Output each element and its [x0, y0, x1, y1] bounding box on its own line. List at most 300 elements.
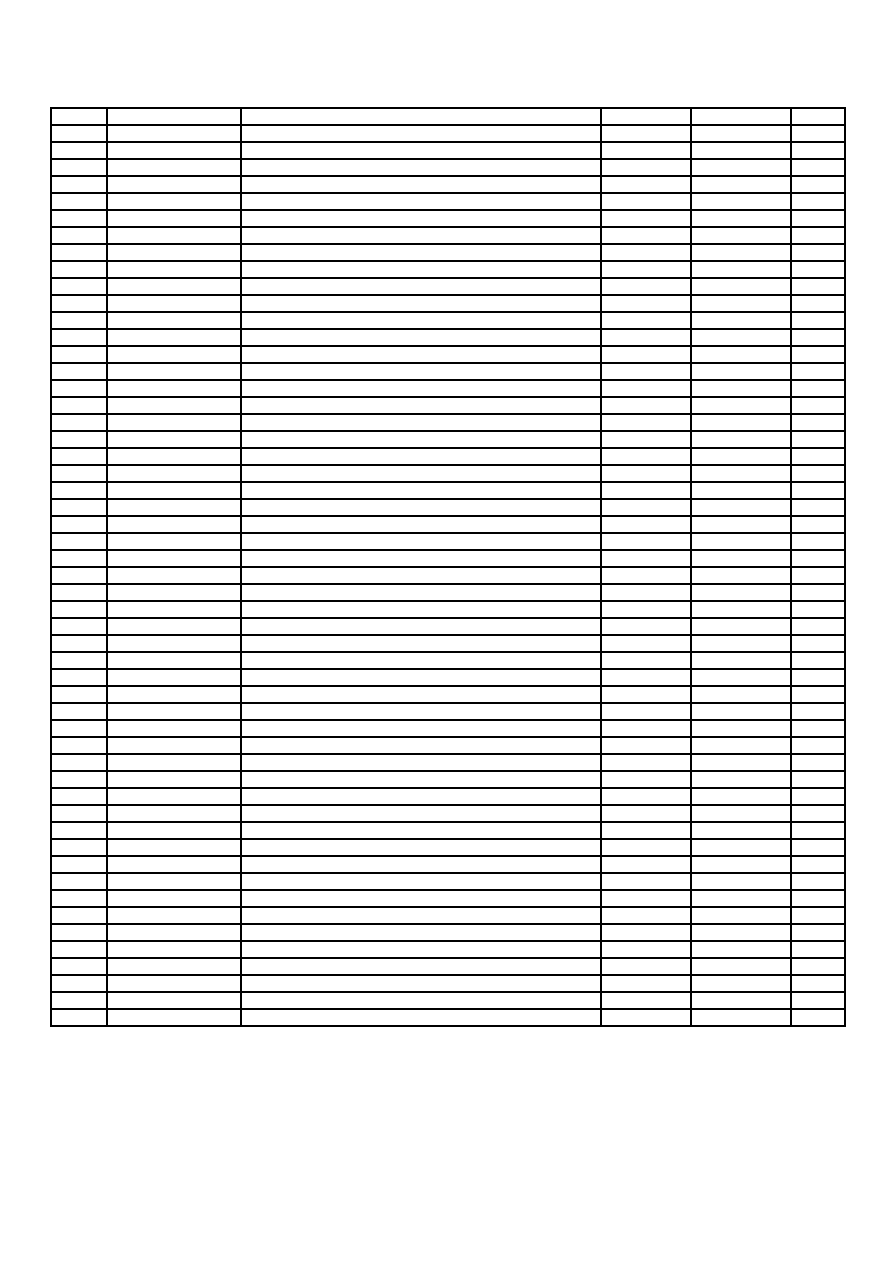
table-cell: [791, 618, 845, 635]
table-cell: [51, 822, 107, 839]
table-cell: [107, 329, 241, 346]
table-cell: [601, 924, 691, 941]
table-row: [51, 346, 845, 363]
table-cell: [241, 805, 601, 822]
table-row: [51, 261, 845, 278]
table-cell: [691, 686, 791, 703]
table-cell: [51, 346, 107, 363]
table-cell: [107, 958, 241, 975]
table-cell: [691, 499, 791, 516]
table-cell: [601, 210, 691, 227]
table-cell: [51, 499, 107, 516]
table-cell: [241, 329, 601, 346]
table-cell: [601, 414, 691, 431]
table-cell: [241, 142, 601, 159]
table-cell: [691, 176, 791, 193]
table-cell: [601, 193, 691, 210]
table-cell: [51, 414, 107, 431]
table-row: [51, 550, 845, 567]
table-cell: [241, 516, 601, 533]
table-cell: [691, 737, 791, 754]
table-row: [51, 839, 845, 856]
table-cell: [691, 907, 791, 924]
table-row: [51, 873, 845, 890]
table-cell: [791, 227, 845, 244]
table-cell: [691, 550, 791, 567]
table-cell: [601, 822, 691, 839]
table-cell: [241, 1009, 601, 1026]
table-cell: [241, 176, 601, 193]
table-cell: [241, 686, 601, 703]
table-cell: [691, 516, 791, 533]
table-cell: [107, 363, 241, 380]
table-cell: [241, 924, 601, 941]
table-cell: [691, 618, 791, 635]
table-cell: [791, 176, 845, 193]
table-cell: [601, 227, 691, 244]
table-cell: [791, 193, 845, 210]
table-row: [51, 329, 845, 346]
table-cell: [107, 176, 241, 193]
table-cell: [241, 907, 601, 924]
table-cell: [241, 227, 601, 244]
table-cell: [241, 669, 601, 686]
table-cell: [51, 652, 107, 669]
table-cell: [241, 159, 601, 176]
table-cell: [791, 125, 845, 142]
table-cell: [241, 414, 601, 431]
table-cell: [791, 567, 845, 584]
table-cell: [791, 414, 845, 431]
table-cell: [791, 448, 845, 465]
table-cell: [51, 312, 107, 329]
table-cell: [791, 210, 845, 227]
table-row: [51, 992, 845, 1009]
table-cell: [601, 397, 691, 414]
table-cell: [691, 193, 791, 210]
table-cell: [241, 380, 601, 397]
table-cell: [791, 635, 845, 652]
table-cell: [691, 295, 791, 312]
table-cell: [691, 669, 791, 686]
table-cell: [51, 856, 107, 873]
table-cell: [691, 125, 791, 142]
table-cell: [51, 635, 107, 652]
table-row: [51, 737, 845, 754]
table-cell: [107, 346, 241, 363]
table-cell: [791, 278, 845, 295]
table-cell: [107, 159, 241, 176]
table-cell: [791, 142, 845, 159]
table-row: [51, 142, 845, 159]
table-cell: [241, 584, 601, 601]
table-cell: [107, 380, 241, 397]
table-cell: [51, 737, 107, 754]
table-cell: [107, 448, 241, 465]
table-row: [51, 227, 845, 244]
table-cell: [691, 1009, 791, 1026]
table-cell: [51, 975, 107, 992]
table-cell: [107, 992, 241, 1009]
table-cell: [791, 873, 845, 890]
table-cell: [691, 788, 791, 805]
table-cell: [51, 907, 107, 924]
blank-grid-form: [50, 107, 844, 1027]
table-row: [51, 533, 845, 550]
table-cell: [241, 992, 601, 1009]
table-cell: [51, 380, 107, 397]
table-cell: [601, 125, 691, 142]
table-cell: [241, 482, 601, 499]
table-cell: [241, 703, 601, 720]
table-cell: [241, 397, 601, 414]
table-cell: [241, 278, 601, 295]
table-cell: [601, 448, 691, 465]
table-cell: [791, 924, 845, 941]
table-cell: [241, 788, 601, 805]
table-cell: [691, 771, 791, 788]
table-cell: [51, 839, 107, 856]
table-cell: [51, 329, 107, 346]
table-cell: [51, 244, 107, 261]
table-cell: [691, 856, 791, 873]
table-cell: [107, 805, 241, 822]
table-cell: [241, 363, 601, 380]
table-cell: [51, 941, 107, 958]
table-row: [51, 805, 845, 822]
table-cell: [51, 958, 107, 975]
table-cell: [791, 550, 845, 567]
table-cell: [241, 295, 601, 312]
table-cell: [601, 771, 691, 788]
table-cell: [601, 601, 691, 618]
table-cell: [107, 227, 241, 244]
table-cell: [241, 839, 601, 856]
table-row: [51, 210, 845, 227]
table-cell: [51, 363, 107, 380]
table-cell: [601, 533, 691, 550]
table-cell: [601, 873, 691, 890]
table-cell: [107, 822, 241, 839]
table-cell: [791, 108, 845, 125]
table-cell: [51, 533, 107, 550]
table-cell: [241, 720, 601, 737]
table-cell: [691, 346, 791, 363]
table-cell: [601, 1009, 691, 1026]
table-cell: [791, 788, 845, 805]
table-cell: [51, 924, 107, 941]
table-cell: [601, 890, 691, 907]
table-cell: [51, 788, 107, 805]
table-cell: [107, 618, 241, 635]
table-row: [51, 176, 845, 193]
table-cell: [691, 210, 791, 227]
table-row: [51, 601, 845, 618]
table-cell: [241, 465, 601, 482]
table-cell: [601, 686, 691, 703]
table-row: [51, 499, 845, 516]
table-cell: [51, 703, 107, 720]
table-cell: [791, 380, 845, 397]
table-row: [51, 465, 845, 482]
table-cell: [241, 533, 601, 550]
table-cell: [691, 363, 791, 380]
table-cell: [791, 295, 845, 312]
table-cell: [791, 499, 845, 516]
table-cell: [51, 193, 107, 210]
table-cell: [241, 210, 601, 227]
table-cell: [241, 244, 601, 261]
table-cell: [691, 567, 791, 584]
table-cell: [107, 873, 241, 890]
blank-grid-table: [50, 107, 846, 1027]
table-row: [51, 686, 845, 703]
table-row: [51, 635, 845, 652]
table-cell: [601, 346, 691, 363]
table-row: [51, 193, 845, 210]
table-cell: [601, 584, 691, 601]
table-cell: [107, 108, 241, 125]
table-row: [51, 652, 845, 669]
table-cell: [791, 482, 845, 499]
table-cell: [241, 822, 601, 839]
table-cell: [601, 720, 691, 737]
table-cell: [691, 482, 791, 499]
table-cell: [791, 244, 845, 261]
table-cell: [601, 278, 691, 295]
table-cell: [691, 533, 791, 550]
table-cell: [691, 992, 791, 1009]
table-cell: [51, 669, 107, 686]
table-row: [51, 618, 845, 635]
table-row: [51, 414, 845, 431]
table-row: [51, 924, 845, 941]
table-cell: [791, 465, 845, 482]
table-cell: [241, 958, 601, 975]
table-row: [51, 312, 845, 329]
table-cell: [107, 550, 241, 567]
table-row: [51, 397, 845, 414]
table-cell: [107, 499, 241, 516]
table-cell: [691, 754, 791, 771]
table-cell: [691, 924, 791, 941]
table-cell: [51, 550, 107, 567]
table-cell: [241, 754, 601, 771]
table-cell: [791, 737, 845, 754]
table-cell: [791, 839, 845, 856]
table-cell: [51, 754, 107, 771]
table-cell: [107, 669, 241, 686]
table-cell: [107, 890, 241, 907]
table-cell: [791, 363, 845, 380]
table-cell: [601, 618, 691, 635]
table-cell: [107, 601, 241, 618]
table-cell: [107, 1009, 241, 1026]
table-cell: [601, 176, 691, 193]
table-cell: [691, 261, 791, 278]
table-cell: [51, 397, 107, 414]
table-cell: [791, 720, 845, 737]
table-cell: [107, 465, 241, 482]
table-cell: [691, 703, 791, 720]
table-cell: [107, 210, 241, 227]
table-cell: [601, 244, 691, 261]
table-row: [51, 516, 845, 533]
table-cell: [51, 516, 107, 533]
table-cell: [791, 771, 845, 788]
table-cell: [691, 635, 791, 652]
table-cell: [241, 193, 601, 210]
table-cell: [241, 890, 601, 907]
table-row: [51, 363, 845, 380]
table-cell: [601, 958, 691, 975]
table-cell: [691, 397, 791, 414]
table-cell: [107, 414, 241, 431]
table-cell: [107, 244, 241, 261]
table-cell: [791, 754, 845, 771]
table-cell: [691, 159, 791, 176]
table-cell: [107, 584, 241, 601]
table-cell: [601, 516, 691, 533]
table-cell: [691, 958, 791, 975]
table-cell: [791, 261, 845, 278]
table-row: [51, 890, 845, 907]
table-row: [51, 975, 845, 992]
table-cell: [107, 975, 241, 992]
table-cell: [691, 975, 791, 992]
table-cell: [791, 890, 845, 907]
table-cell: [51, 686, 107, 703]
table-cell: [241, 567, 601, 584]
table-cell: [51, 448, 107, 465]
table-cell: [107, 261, 241, 278]
table-cell: [107, 533, 241, 550]
table-cell: [791, 159, 845, 176]
table-cell: [601, 992, 691, 1009]
table-row: [51, 958, 845, 975]
table-cell: [51, 482, 107, 499]
table-row: [51, 720, 845, 737]
table-cell: [51, 890, 107, 907]
table-cell: [51, 873, 107, 890]
table-row: [51, 907, 845, 924]
table-cell: [791, 992, 845, 1009]
table-cell: [691, 822, 791, 839]
table-cell: [107, 754, 241, 771]
table-cell: [107, 482, 241, 499]
table-cell: [51, 278, 107, 295]
table-row: [51, 448, 845, 465]
table-cell: [791, 329, 845, 346]
table-cell: [601, 380, 691, 397]
table-cell: [791, 975, 845, 992]
table-cell: [691, 312, 791, 329]
table-row: [51, 295, 845, 312]
table-cell: [791, 941, 845, 958]
table-cell: [51, 431, 107, 448]
table-cell: [601, 295, 691, 312]
table-cell: [691, 142, 791, 159]
table-cell: [107, 771, 241, 788]
table-cell: [601, 652, 691, 669]
table-cell: [51, 125, 107, 142]
table-cell: [691, 652, 791, 669]
table-cell: [601, 669, 691, 686]
table-cell: [691, 584, 791, 601]
table-cell: [791, 1009, 845, 1026]
table-cell: [241, 312, 601, 329]
table-cell: [691, 244, 791, 261]
table-cell: [601, 312, 691, 329]
table-cell: [691, 941, 791, 958]
table-cell: [107, 737, 241, 754]
table-cell: [51, 771, 107, 788]
table-cell: [107, 703, 241, 720]
table-cell: [691, 227, 791, 244]
table-cell: [791, 601, 845, 618]
table-cell: [601, 567, 691, 584]
table-cell: [51, 210, 107, 227]
table-cell: [791, 312, 845, 329]
table-cell: [601, 329, 691, 346]
table-cell: [691, 465, 791, 482]
table-cell: [241, 873, 601, 890]
table-cell: [241, 601, 601, 618]
table-cell: [691, 873, 791, 890]
table-row: [51, 856, 845, 873]
table-cell: [601, 856, 691, 873]
table-cell: [601, 142, 691, 159]
table-cell: [241, 346, 601, 363]
table-cell: [107, 193, 241, 210]
table-cell: [601, 261, 691, 278]
table-cell: [51, 601, 107, 618]
table-cell: [51, 295, 107, 312]
table-cell: [51, 618, 107, 635]
table-cell: [601, 941, 691, 958]
grid-body: [51, 108, 845, 1026]
table-row: [51, 278, 845, 295]
table-cell: [691, 448, 791, 465]
table-cell: [601, 482, 691, 499]
table-cell: [51, 584, 107, 601]
table-cell: [601, 465, 691, 482]
table-cell: [107, 839, 241, 856]
table-cell: [241, 448, 601, 465]
table-cell: [51, 992, 107, 1009]
table-cell: [241, 941, 601, 958]
table-cell: [107, 516, 241, 533]
table-cell: [107, 567, 241, 584]
table-cell: [601, 363, 691, 380]
table-cell: [107, 941, 241, 958]
table-cell: [51, 720, 107, 737]
table-row: [51, 159, 845, 176]
table-cell: [791, 907, 845, 924]
table-cell: [601, 754, 691, 771]
table-cell: [691, 431, 791, 448]
table-cell: [51, 108, 107, 125]
table-cell: [107, 125, 241, 142]
table-cell: [791, 856, 845, 873]
table-row: [51, 703, 845, 720]
table-cell: [241, 975, 601, 992]
table-cell: [791, 397, 845, 414]
table-cell: [241, 499, 601, 516]
table-cell: [791, 805, 845, 822]
table-cell: [107, 856, 241, 873]
table-cell: [241, 550, 601, 567]
